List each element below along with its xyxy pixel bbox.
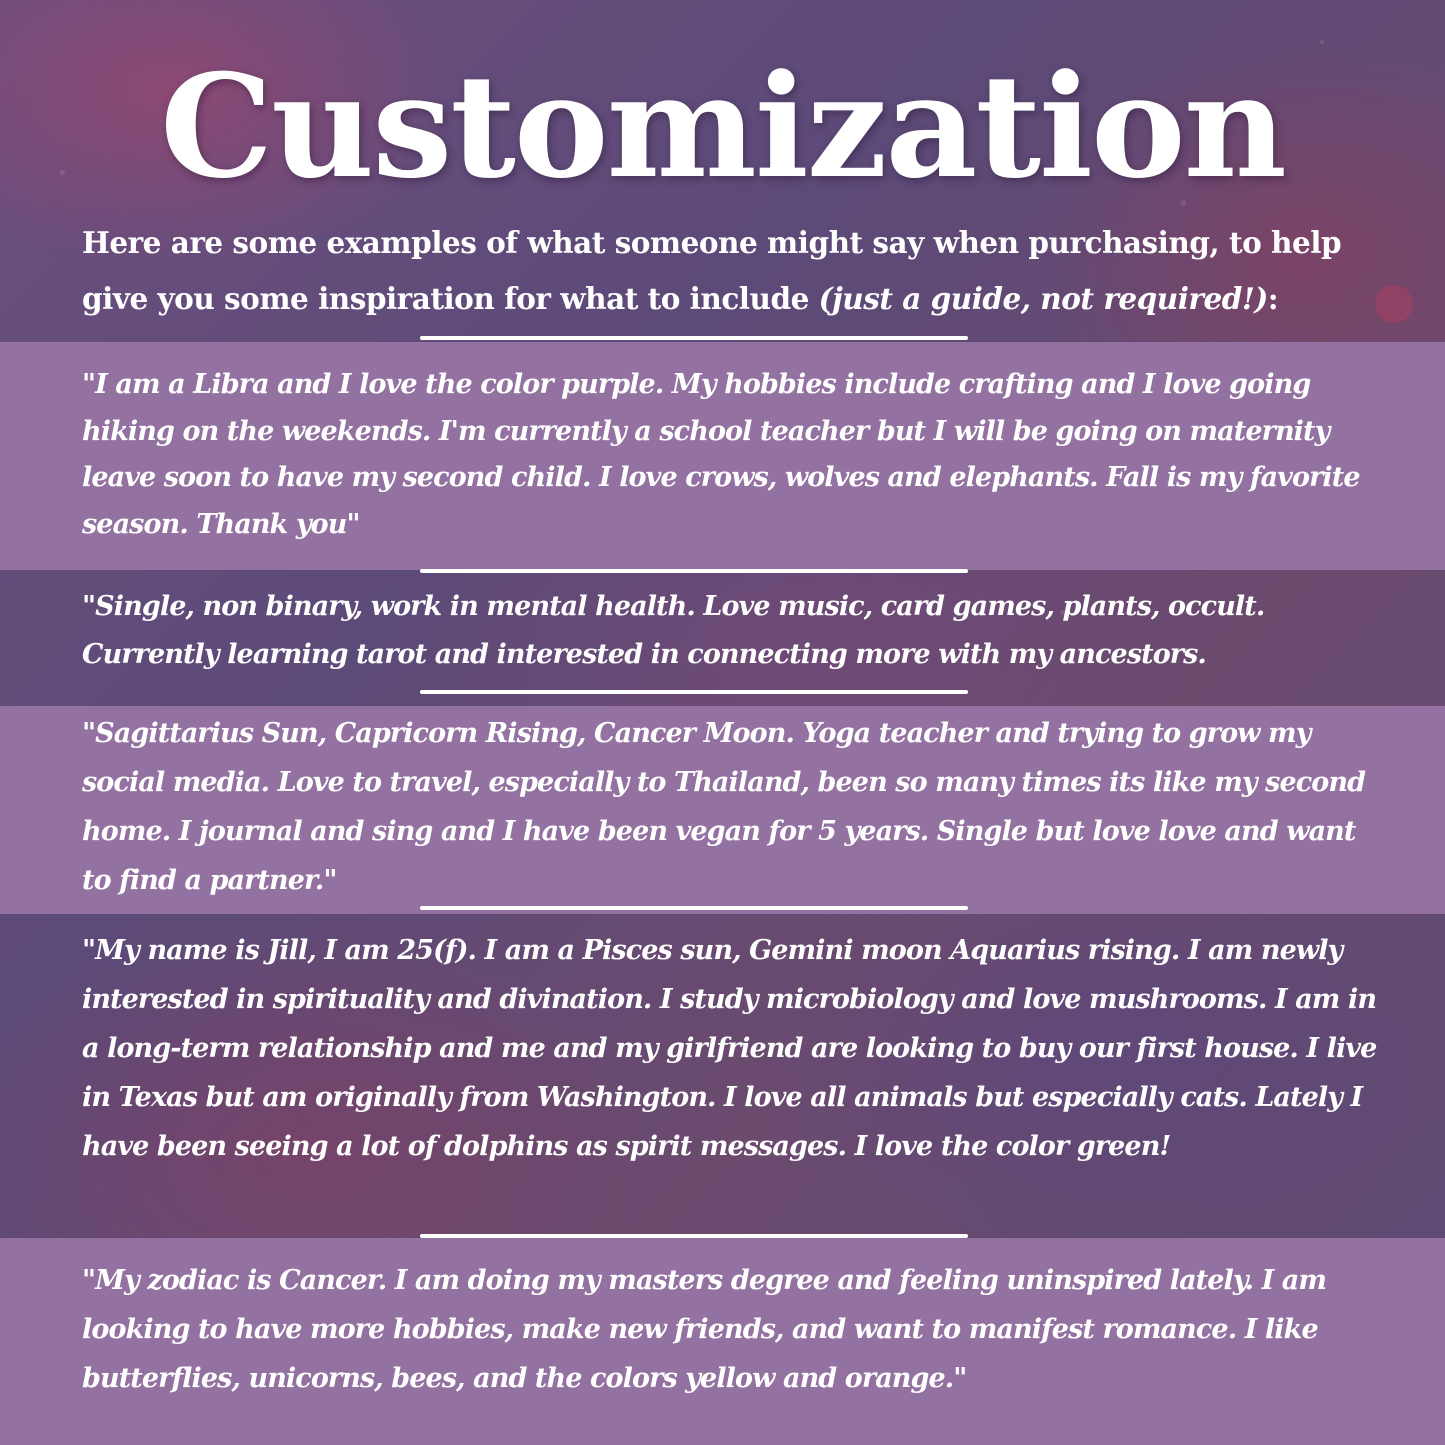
example-quote: "I am a Libra and I love the color purple. My hobbies include crafting and I love going hiking on the weekends. I'm currently a school teacher but I will be going on maternity leave soon to have my second child. I love crows, wolves and elephants. Fall is my favorite season. Thank you" — [82, 369, 1360, 540]
example-quote: "Single, non binary, work in mental health. Love music, card games, plants, occult. Currently learning tarot and interested in connecting more with my ancestors. — [82, 591, 1265, 670]
example-quote: "My name is Jill, I am 25(f). I am a Pisces sun, Gemini moon Aquarius rising. I am newly interested in spirituality and divination. I study microbiology and love mushrooms. I am in a long-term relationship and me and my girlfriend are looking to buy our first house. I live in Texas but am originally from Washington. I love all animals but especially cats. Lately I have been seeing a lot of dolphins as spirit messages. I love the color green! — [82, 935, 1377, 1162]
divider — [420, 690, 968, 694]
divider — [420, 569, 968, 573]
example-quote: "My zodiac is Cancer. I am doing my masters degree and feeling uninspired lately. I am looking to have more hobbies, make new friends, and want to manifest romance. I like butterflies, unicorns, bees, and the colors yellow and orange." — [82, 1265, 1327, 1394]
divider — [420, 336, 968, 340]
page-title: Customization — [160, 44, 1285, 210]
intro-text — [82, 215, 1382, 327]
divider — [420, 906, 968, 910]
speckle — [1320, 40, 1324, 44]
intro-note: (just a guide, not required!) — [818, 281, 1268, 316]
example-quote: "Sagittarius Sun, Capricorn Rising, Cancer Moon. Yoga teacher and trying to grow my social media. Love to travel, especially to Thailand, been so many times its like my second home. I journal and sing and I have been vegan for 5 years. Single but love love and want to find a partner." — [82, 718, 1366, 896]
intro-suffix: : — [1267, 281, 1279, 316]
intro-main: Here are some examples of what someone might say when purchasing, to help give you some inspiration for what to include — [82, 225, 1342, 316]
